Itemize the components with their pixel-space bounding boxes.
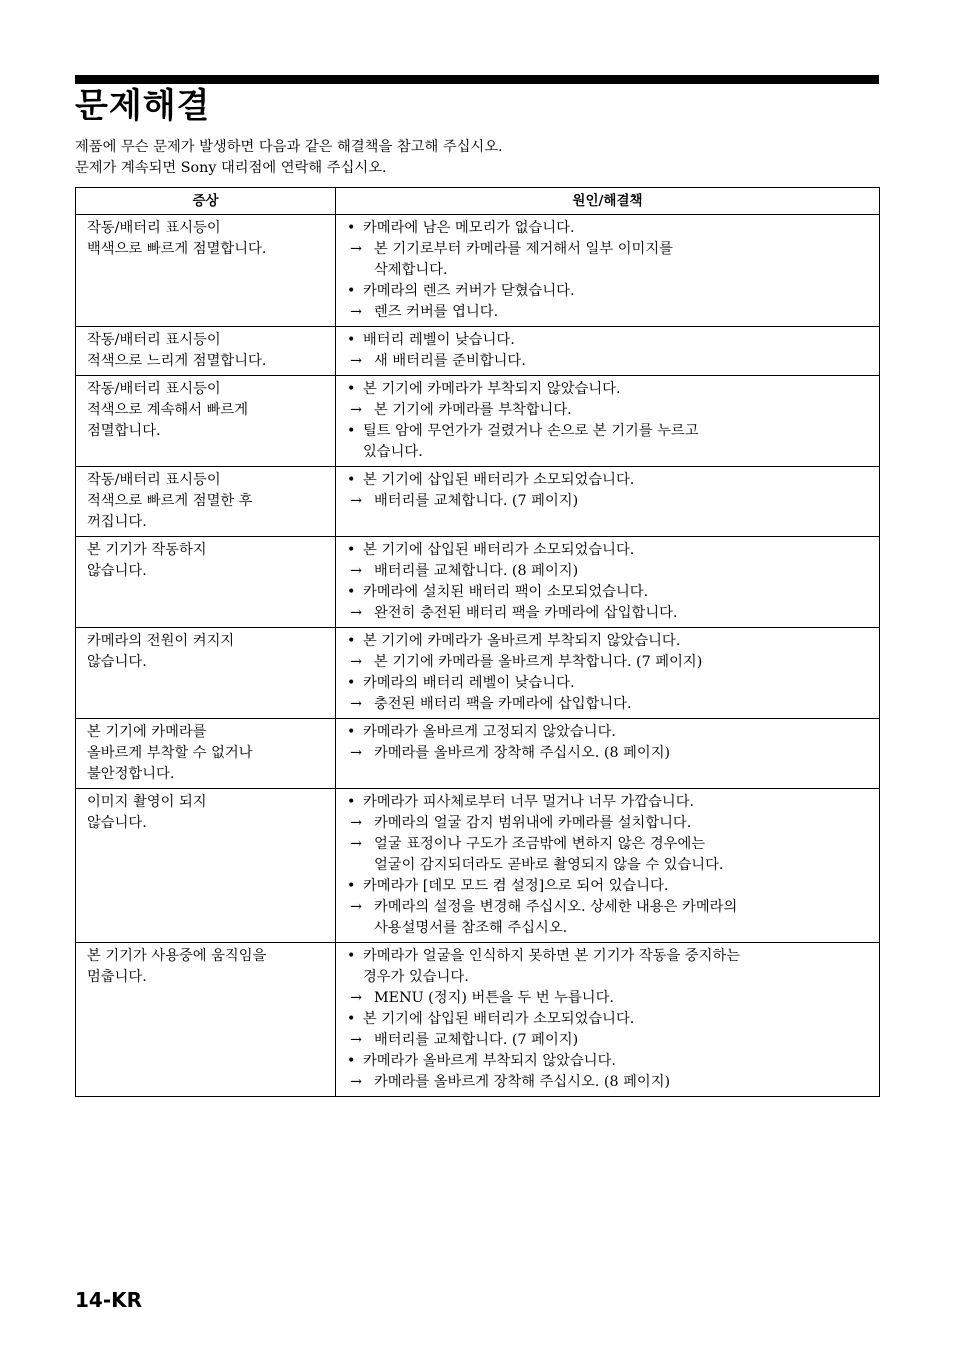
cause-item bbox=[347, 631, 875, 652]
remedy-item bbox=[350, 491, 875, 512]
troubleshooting-table bbox=[75, 187, 880, 1097]
symptom-text: 작동/배터리 표시등이 bbox=[87, 220, 221, 236]
remedy-item bbox=[350, 694, 875, 715]
symptom-cell bbox=[76, 376, 336, 467]
cause-text: • 카메라에 설치된 배터리 팩이 소모되었습니다. bbox=[363, 584, 649, 600]
arrow-icon: → bbox=[350, 990, 362, 1006]
symptom-cell bbox=[76, 215, 336, 327]
table-row bbox=[76, 719, 880, 789]
cause-text: • 본 기기에 삽입된 배터리가 소모되었습니다. bbox=[363, 1011, 635, 1027]
cause-text: • 카메라가 올바르게 고정되지 않았습니다. bbox=[363, 724, 616, 740]
symptom-cell bbox=[76, 628, 336, 719]
remedy-item bbox=[350, 400, 875, 421]
cause-item bbox=[347, 421, 875, 463]
cause-text: 경우가 있습니다. bbox=[363, 969, 469, 985]
symptom-cell bbox=[76, 789, 336, 943]
cause-item bbox=[347, 218, 875, 239]
cause-solution-cell bbox=[336, 327, 880, 376]
table-row bbox=[76, 943, 880, 1097]
symptom-cell bbox=[76, 327, 336, 376]
arrow-icon: → bbox=[350, 899, 362, 915]
remedy-text: 배터리를 교체합니다. (7 페이지) bbox=[374, 1032, 579, 1048]
title-rule bbox=[75, 75, 879, 84]
cause-text: • 카메라가 얼굴을 인식하지 못하면 본 기기가 작동을 중지하는 bbox=[363, 948, 741, 964]
cause-item bbox=[347, 281, 875, 302]
symptom-text: 작동/배터리 표시등이 bbox=[87, 381, 221, 397]
symptom-text: 백색으로 빠르게 점멸합니다. bbox=[87, 241, 267, 257]
cause-solution-cell bbox=[336, 628, 880, 719]
cause-solution-header: 원인/해결책 bbox=[336, 188, 880, 215]
cause-text: • 틸트 암에 무언가가 걸렸거나 손으로 본 기기를 누르고 bbox=[363, 423, 699, 439]
cause-item bbox=[347, 1009, 875, 1030]
remedy-text: 카메라를 올바르게 장착해 주십시오. (8 페이지) bbox=[374, 745, 671, 761]
table-row bbox=[76, 215, 880, 327]
cause-text: • 배터리 레벨이 낮습니다. bbox=[363, 332, 515, 348]
cause-item bbox=[347, 946, 875, 988]
remedy-text: 충전된 배터리 팩을 카메라에 삽입합니다. bbox=[374, 696, 632, 712]
cause-text: • 카메라의 배터리 레벨이 낮습니다. bbox=[363, 675, 575, 691]
remedy-text: 새 배터리를 준비합니다. bbox=[374, 353, 526, 369]
remedy-item bbox=[350, 239, 875, 281]
cause-text: • 카메라가 [데모 모드 켬 설정]으로 되어 있습니다. bbox=[363, 878, 669, 894]
symptom-text: 적색으로 느리게 점멸합니다. bbox=[87, 353, 267, 369]
cause-solution-cell bbox=[336, 376, 880, 467]
symptom-text: 멈춥니다. bbox=[87, 969, 147, 985]
cause-solution-cell bbox=[336, 215, 880, 327]
remedy-text: 본 기기에 카메라를 올바르게 부착합니다. (7 페이지) bbox=[374, 654, 703, 670]
symptom-text: 않습니다. bbox=[87, 563, 147, 579]
symptom-text: 본 기기에 카메라를 bbox=[87, 724, 207, 740]
cause-item bbox=[347, 470, 875, 491]
arrow-icon: → bbox=[350, 605, 362, 621]
cause-solution-cell bbox=[336, 719, 880, 789]
remedy-text: MENU (정지) 버튼을 두 번 누릅니다. bbox=[374, 990, 614, 1006]
arrow-icon: → bbox=[350, 304, 362, 320]
table-row bbox=[76, 789, 880, 943]
cause-solution-cell bbox=[336, 789, 880, 943]
intro-text bbox=[75, 137, 503, 179]
remedy-item bbox=[350, 603, 875, 624]
cause-text: • 카메라가 피사체로부터 너무 멀거나 너무 가깝습니다. bbox=[363, 794, 695, 810]
symptom-text: 카메라의 전원이 켜지지 bbox=[87, 633, 235, 649]
symptom-text: 작동/배터리 표시등이 bbox=[87, 332, 221, 348]
intro-line: 제품에 무슨 문제가 발생하면 다음과 같은 해결책을 참고해 주십시오. bbox=[75, 139, 503, 155]
remedy-item bbox=[350, 988, 875, 1009]
remedy-text: 얼굴 표정이나 구도가 조금밖에 변하지 않은 경우에는 bbox=[374, 836, 706, 852]
remedy-item bbox=[350, 834, 875, 876]
cause-item bbox=[347, 540, 875, 561]
symptom-header: 증상 bbox=[76, 188, 336, 215]
symptom-text: 적색으로 계속해서 빠르게 bbox=[87, 402, 249, 418]
symptom-text: 않습니다. bbox=[87, 654, 147, 670]
remedy-text: 카메라의 설정을 변경해 주십시오. 상세한 내용은 카메라의 bbox=[374, 899, 738, 915]
page-title: 문제해결 bbox=[75, 86, 211, 126]
remedy-text: 완전히 충전된 배터리 팩을 카메라에 삽입합니다. bbox=[374, 605, 678, 621]
cause-item bbox=[347, 722, 875, 743]
remedy-text: 카메라의 얼굴 감지 범위내에 카메라를 설치합니다. bbox=[374, 815, 692, 831]
remedy-item bbox=[350, 897, 875, 939]
symptom-text: 본 기기가 작동하지 bbox=[87, 542, 207, 558]
symptom-text: 이미지 촬영이 되지 bbox=[87, 794, 207, 810]
remedy-item bbox=[350, 351, 875, 372]
table-row bbox=[76, 376, 880, 467]
remedy-text: 렌즈 커버를 엽니다. bbox=[374, 304, 499, 320]
symptom-text: 본 기기가 사용중에 움직임을 bbox=[87, 948, 267, 964]
cause-text: • 본 기기에 카메라가 부착되지 않았습니다. bbox=[363, 381, 621, 397]
table-row bbox=[76, 537, 880, 628]
symptom-text: 꺼집니다. bbox=[87, 514, 147, 530]
cause-solution-cell bbox=[336, 943, 880, 1097]
remedy-text: 본 기기에 카메라를 부착합니다. bbox=[374, 402, 572, 418]
table-row bbox=[76, 467, 880, 537]
symptom-text: 점멸합니다. bbox=[87, 423, 161, 439]
arrow-icon: → bbox=[350, 241, 362, 257]
symptom-cell bbox=[76, 943, 336, 1097]
remedy-text: 얼굴이 감지되더라도 곧바로 촬영되지 않을 수 있습니다. bbox=[374, 857, 724, 873]
arrow-icon: → bbox=[350, 836, 362, 852]
remedy-item bbox=[350, 813, 875, 834]
cause-item bbox=[347, 876, 875, 897]
cause-item bbox=[347, 330, 875, 351]
table-header-row bbox=[76, 188, 880, 215]
arrow-icon: → bbox=[350, 563, 362, 579]
symptom-cell bbox=[76, 719, 336, 789]
cause-text: • 본 기기에 삽입된 배터리가 소모되었습니다. bbox=[363, 472, 635, 488]
remedy-text: 사용설명서를 참조해 주십시오. bbox=[374, 920, 568, 936]
cause-text: • 카메라에 남은 메모리가 없습니다. bbox=[363, 220, 575, 236]
intro-line: 문제가 계속되면 Sony 대리점에 연락해 주십시오. bbox=[75, 160, 387, 176]
remedy-item bbox=[350, 1030, 875, 1051]
symptom-cell bbox=[76, 467, 336, 537]
arrow-icon: → bbox=[350, 353, 362, 369]
arrow-icon: → bbox=[350, 1074, 362, 1090]
cause-text: • 본 기기에 삽입된 배터리가 소모되었습니다. bbox=[363, 542, 635, 558]
cause-text: • 카메라가 올바르게 부착되지 않았습니다. bbox=[363, 1053, 616, 1069]
arrow-icon: → bbox=[350, 696, 362, 712]
arrow-icon: → bbox=[350, 815, 362, 831]
cause-solution-cell bbox=[336, 537, 880, 628]
remedy-text: 배터리를 교체합니다. (7 페이지) bbox=[374, 493, 579, 509]
remedy-item bbox=[350, 652, 875, 673]
symptom-text: 올바르게 부착할 수 없거나 bbox=[87, 745, 253, 761]
arrow-icon: → bbox=[350, 654, 362, 670]
arrow-icon: → bbox=[350, 402, 362, 418]
remedy-item bbox=[350, 743, 875, 764]
remedy-item bbox=[350, 561, 875, 582]
page-number: 14-KR bbox=[75, 1288, 143, 1312]
cause-item bbox=[347, 673, 875, 694]
cause-item bbox=[347, 582, 875, 603]
symptom-text: 불안정합니다. bbox=[87, 766, 175, 782]
cause-text: • 본 기기에 카메라가 올바르게 부착되지 않았습니다. bbox=[363, 633, 681, 649]
symptom-text: 않습니다. bbox=[87, 815, 147, 831]
symptom-text: 적색으로 빠르게 점멸한 후 bbox=[87, 493, 253, 509]
table-row bbox=[76, 327, 880, 376]
arrow-icon: → bbox=[350, 1032, 362, 1048]
remedy-text: 삭제합니다. bbox=[374, 262, 448, 278]
cause-text: • 카메라의 렌즈 커버가 닫혔습니다. bbox=[363, 283, 575, 299]
arrow-icon: → bbox=[350, 745, 362, 761]
table-row bbox=[76, 628, 880, 719]
table-body bbox=[76, 215, 880, 1097]
symptom-cell bbox=[76, 537, 336, 628]
arrow-icon: → bbox=[350, 493, 362, 509]
remedy-item bbox=[350, 302, 875, 323]
symptom-text: 작동/배터리 표시등이 bbox=[87, 472, 221, 488]
cause-text: 있습니다. bbox=[363, 444, 423, 460]
remedy-text: 본 기기로부터 카메라를 제거해서 일부 이미지를 bbox=[374, 241, 673, 257]
remedy-text: 배터리를 교체합니다. (8 페이지) bbox=[374, 563, 579, 579]
cause-item bbox=[347, 1051, 875, 1072]
remedy-text: 카메라를 올바르게 장착해 주십시오. (8 페이지) bbox=[374, 1074, 671, 1090]
cause-item bbox=[347, 792, 875, 813]
cause-solution-cell bbox=[336, 467, 880, 537]
cause-item bbox=[347, 379, 875, 400]
remedy-item bbox=[350, 1072, 875, 1093]
